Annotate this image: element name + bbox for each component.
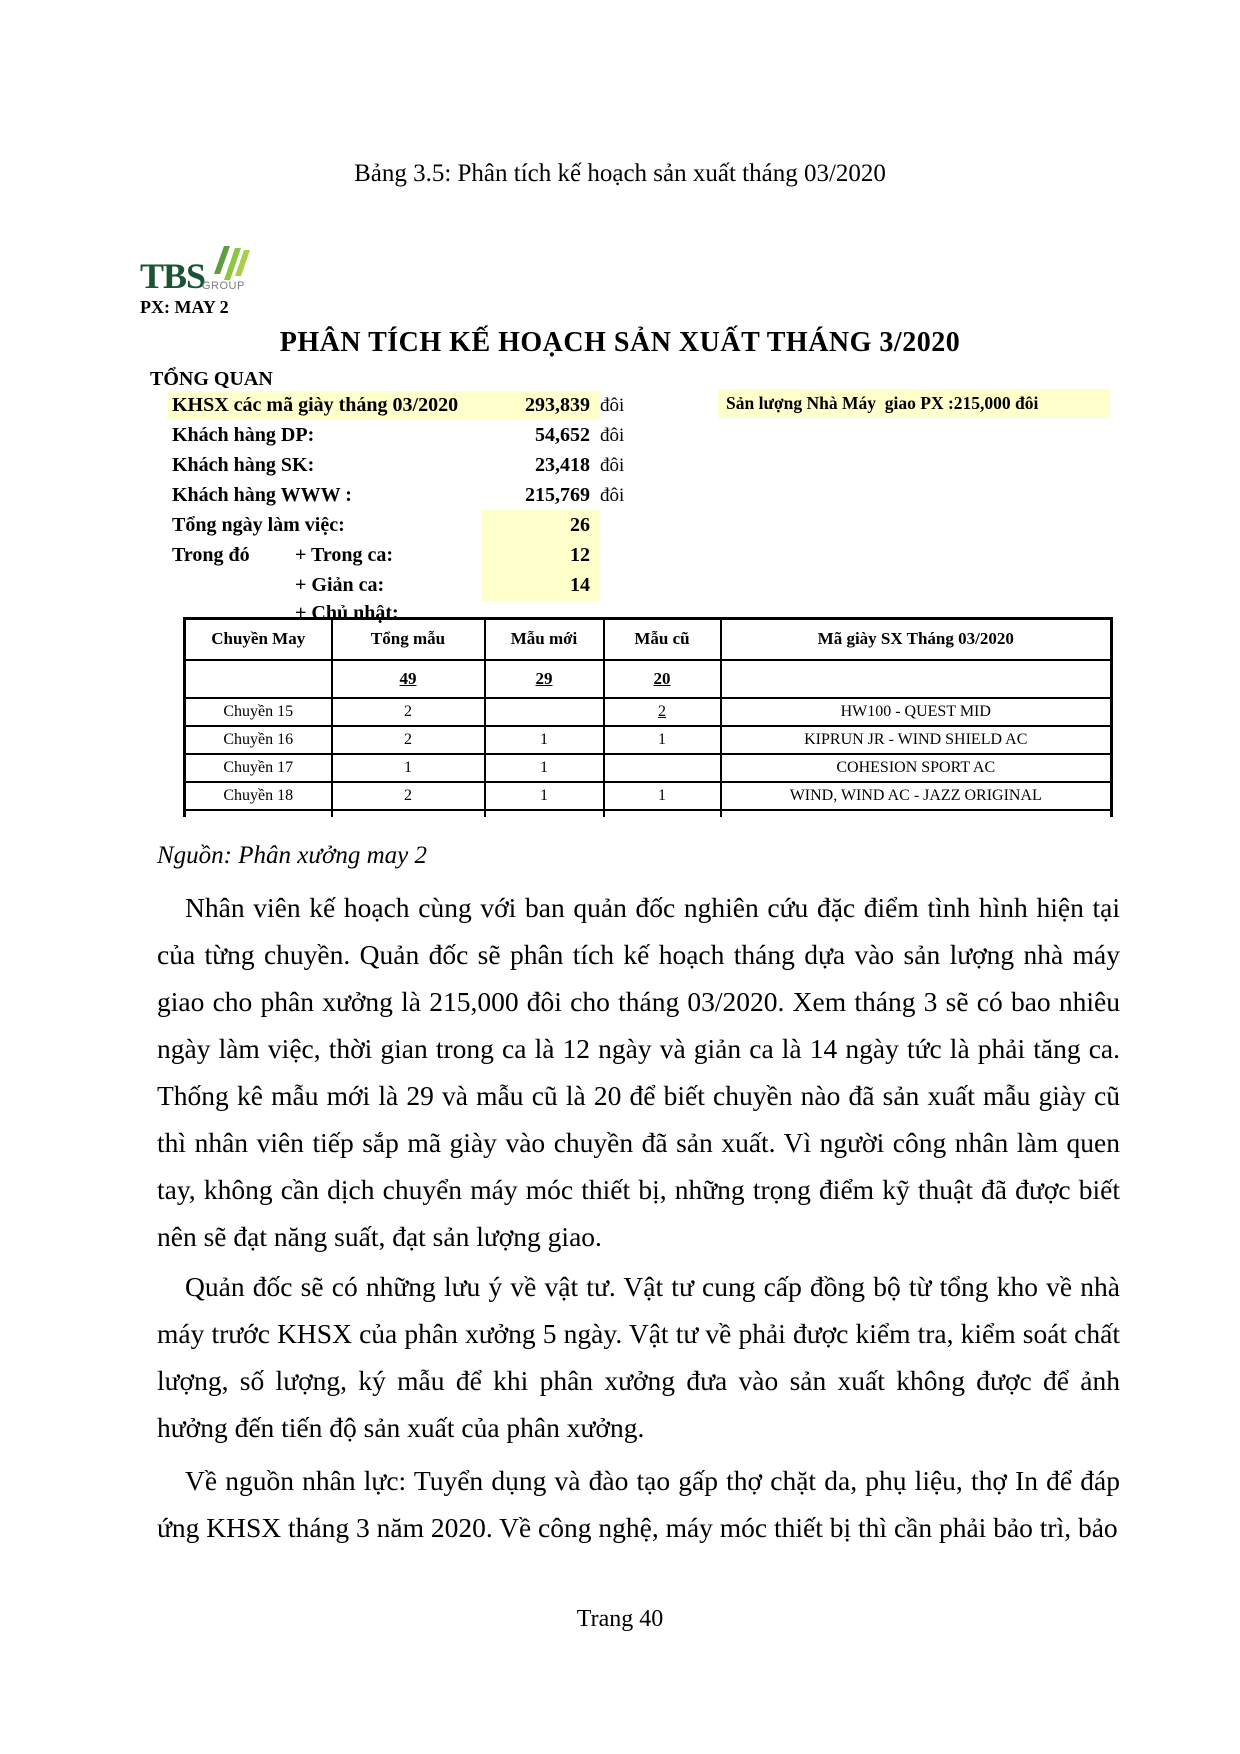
table-cell xyxy=(604,660,721,698)
table-cell: 1 xyxy=(604,726,721,754)
production-table-wrap xyxy=(183,617,1114,817)
report-title: PHÂN TÍCH KẾ HOẠCH SẢN XUẤT THÁNG 3/2020 xyxy=(279,327,961,358)
table-totals-row xyxy=(185,660,1112,698)
table-cell xyxy=(485,698,604,726)
table-cell: 2 xyxy=(332,782,485,810)
table-cell: 2 xyxy=(332,726,485,754)
table-cell: WIND, WIND AC - JAZZ ORIGINAL xyxy=(721,782,1112,810)
header-tong-mau: Tổng mẫu xyxy=(332,619,485,660)
table-cell xyxy=(604,754,721,782)
production-table xyxy=(183,617,1113,817)
header-mau-cu: Mẫu cũ xyxy=(604,619,721,660)
table-cell: KIPRUN JR - WIND SHIELD AC xyxy=(721,726,1112,754)
table-header-row xyxy=(185,619,1112,660)
overview-label: Khách hàng WWW : xyxy=(172,484,352,506)
overview-label: + Giản ca: xyxy=(295,574,385,596)
overview-value: 26 xyxy=(570,514,590,536)
source-note: Nguồn: Phân xưởng may 2 xyxy=(157,842,427,869)
tbs-wordmark: TBS xyxy=(140,256,206,296)
table-cell xyxy=(485,660,604,698)
table-cell: 1 xyxy=(332,754,485,782)
total-value: 20 xyxy=(653,668,671,688)
table-cell: 2 xyxy=(332,698,485,726)
body-paragraph-3: Về nguồn nhân lực: Tuyển dụng và đào tạo gấp thợ chặt da, phụ liệu, thợ In để đáp ứng KHSX tháng 3 năm 2020. Về công nghệ, máy móc thiết bị thì cần phải bảo trì, bảo xyxy=(157,1465,1120,1543)
table-cell: HW100 - QUEST MID xyxy=(721,698,1112,726)
overview-value: 293,839 xyxy=(525,394,590,416)
overview-label: Tổng ngày làm việc: xyxy=(172,514,345,536)
table-cell: COHESION SPORT AC xyxy=(721,754,1112,782)
overview-prefix: Trong đó xyxy=(172,544,250,566)
overview-unit: đôi xyxy=(600,395,625,416)
table-row-chuyen-15 xyxy=(185,698,1112,726)
table-row-chuyen-18 xyxy=(185,782,1112,810)
table-row-chuyen-17 xyxy=(185,754,1112,782)
table-row-clipped xyxy=(185,810,1112,818)
factory-quota-text: Sản lượng Nhà Máy giao PX :215,000 đôi xyxy=(726,393,1039,413)
overview-label: Khách hàng SK: xyxy=(172,454,315,476)
overview-label: KHSX các mã giày tháng 03/2020 xyxy=(172,394,459,416)
table-cell xyxy=(185,660,332,698)
overview-value: 14 xyxy=(570,574,590,596)
overview-label: Khách hàng DP: xyxy=(172,424,315,446)
workshop-label: PX: MAY 2 xyxy=(140,297,229,317)
overview-value: 23,418 xyxy=(535,454,590,476)
section-title: TỔNG QUAN xyxy=(150,368,273,390)
cell-value: 2 xyxy=(658,702,666,720)
overview-row-workdays xyxy=(0,511,1240,540)
factory-quota-note xyxy=(718,389,1110,418)
table-cell: Chuyền 18 xyxy=(185,782,332,810)
table-cell: 1 xyxy=(485,782,604,810)
header-ma-giay: Mã giày SX Tháng 03/2020 xyxy=(721,619,1112,660)
table-cell: Chuyền 17 xyxy=(185,754,332,782)
body-paragraph-2: Quản đốc sẽ có những lưu ý về vật tư. Vật tư cung cấp đồng bộ từ tổng kho về nhà máy trước KHSX của phân xưởng 5 ngày. Vật tư về phải được kiểm tra, kiểm soát chất lượng, số lượng, ký mẫu để khi phân xưởng đưa vào sản xuất không được để ảnh hưởng đến tiến độ sản xuất của phân xưởng. xyxy=(157,1271,1120,1443)
table-cell xyxy=(604,698,721,726)
overview-unit: đôi xyxy=(600,425,625,446)
table-caption: Bảng 3.5: Phân tích kế hoạch sản xuất tháng 03/2020 xyxy=(354,160,886,187)
total-value: 29 xyxy=(535,668,553,688)
overview-label: + Chủ nhật: xyxy=(295,602,399,624)
page-number: Trang 40 xyxy=(576,1606,664,1632)
body-paragraph-1: Nhân viên kế hoạch cùng với ban quản đốc nghiên cứu đặc điểm tình hình hiện tại của từng chuyền. Quản đốc sẽ phân tích kế hoạch tháng dựa vào sản lượng nhà máy giao cho phân xưởng là 215,000 đôi cho tháng 03/2020. Xem tháng 3 sẽ có bao nhiêu ngày làm việc, thời gian trong ca là 12 ngày và giản ca là 14 ngày tức là phải tăng ca. Thống kê mẫu mới là 29 và mẫu cũ là 20 để biết chuyền nào đã sản xuất mẫu giày cũ thì nhân viên tiếp sắp mã giày vào chuyền đã sản xuất. Vì người công nhân làm quen tay, không cần dịch chuyển máy móc thiết bị, những trọng điểm kỹ thuật đã được biết nên sẽ đạt năng suất, đạt sản lượng giao. xyxy=(157,892,1120,1252)
overview-row-www xyxy=(0,481,1240,510)
table-cell: 1 xyxy=(604,782,721,810)
header-chuyen-may: Chuyền May xyxy=(185,619,332,660)
header-mau-moi: Mẫu mới xyxy=(485,619,604,660)
table-cell: 1 xyxy=(485,726,604,754)
table-cell: Chuyền 15 xyxy=(185,698,332,726)
table-cell: Chuyền 16 xyxy=(185,726,332,754)
table-cell: 1 xyxy=(485,754,604,782)
group-wordmark: GROUP xyxy=(202,280,245,292)
overview-label: + Trong ca: xyxy=(295,544,394,566)
total-value: 49 xyxy=(399,668,417,688)
table-cell xyxy=(721,660,1112,698)
overview-unit: đôi xyxy=(600,485,625,506)
overview-row-dp xyxy=(0,421,1240,450)
overview-row-sk xyxy=(0,451,1240,480)
overview-row-inshift xyxy=(0,541,1240,570)
table-cell xyxy=(332,660,485,698)
overview-unit: đôi xyxy=(600,455,625,476)
table-row-chuyen-16 xyxy=(185,726,1112,754)
overview-row-reduced xyxy=(0,571,1240,600)
overview-value: 54,652 xyxy=(535,424,590,446)
overview-value: 12 xyxy=(570,544,590,566)
overview-value: 215,769 xyxy=(525,484,590,506)
